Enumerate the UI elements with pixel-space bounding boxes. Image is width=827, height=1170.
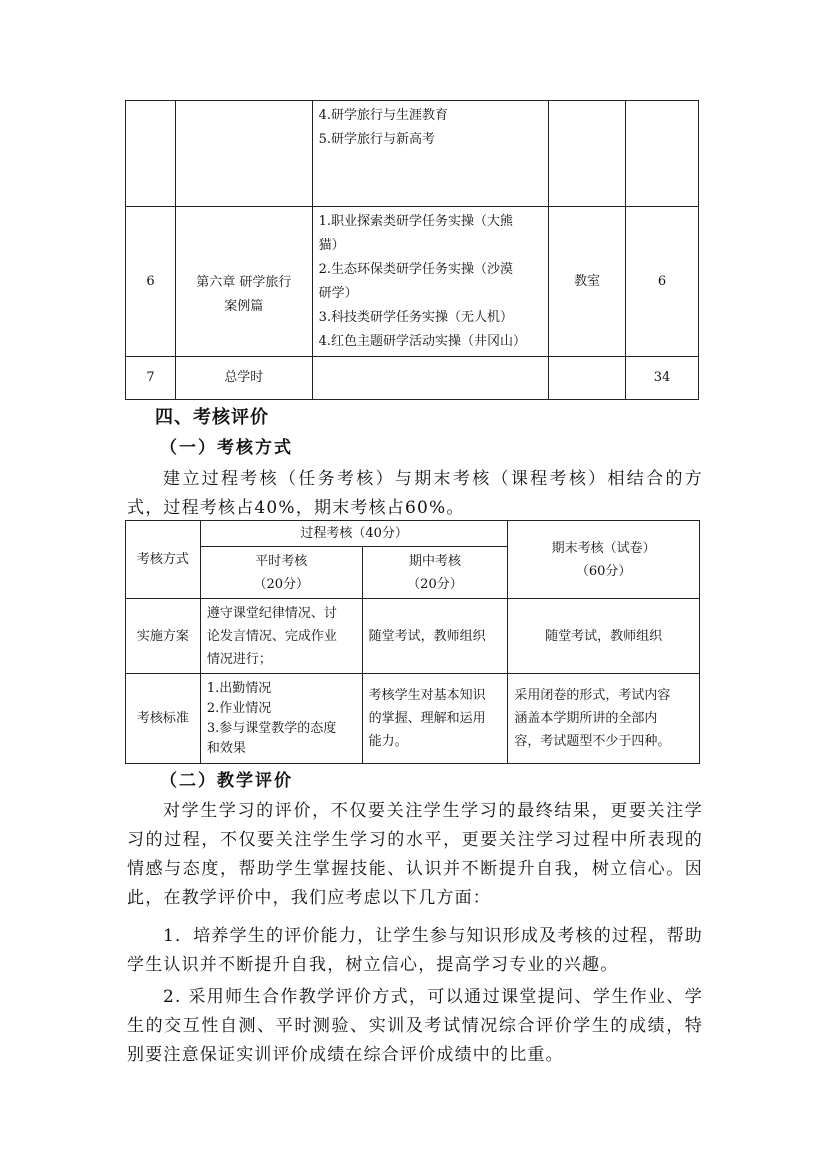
final-label: 期末考核（试卷） xyxy=(551,540,656,556)
mid-label: 期中考核 xyxy=(408,553,461,569)
place-cell: 教室 xyxy=(549,207,626,357)
plan-usual xyxy=(200,599,362,674)
hours-cell xyxy=(626,101,699,207)
content-line: 4.研学旅行与生涯教育 xyxy=(318,108,449,123)
paragraph: 1．培养学生的评价能力，让学生参与知识形成及考核的过程，帮助学生认识并不断提升自我，树立信心，提高学习专业的兴趣。 xyxy=(127,926,703,975)
row-number: 7 xyxy=(126,357,176,400)
plan-label: 实施方案 xyxy=(126,599,201,674)
final-header xyxy=(508,521,700,599)
cell-line: 1.出勤情况 xyxy=(206,680,272,696)
content-line: 5.研学旅行与新高考 xyxy=(318,132,436,147)
place-cell xyxy=(549,357,626,400)
cell-line: 的掌握、理解和运用 xyxy=(368,711,486,726)
usual-header xyxy=(200,547,362,599)
content-cell xyxy=(312,101,549,207)
process-label: 过程考核（40分） xyxy=(200,521,507,547)
cell-line: 2.作业情况 xyxy=(206,700,272,716)
content-line: 猫） xyxy=(318,237,345,253)
chapter-cell: 总学时 xyxy=(175,357,312,400)
chapter-cell xyxy=(175,101,312,207)
usual-label: 平时考核 xyxy=(255,553,308,569)
cell-line: 考核学生对基本知识 xyxy=(368,688,486,703)
table-row xyxy=(126,674,700,764)
row-number xyxy=(126,101,176,207)
std-usual xyxy=(200,674,362,764)
std-final xyxy=(508,674,700,764)
paragraph: 2. 采用师生合作教学评价方式，可以通过课堂提问、学生作业、学生的交互性自测、平时测验、实训及考试情况综合评价学生的成绩，特别要注意保证实训评价成绩在综合评价成绩中的比重。 xyxy=(127,987,703,1065)
paragraph: 对学生学习的评价，不仅要关注学生学习的最终结果，更要关注学习的过程，不仅要关注学生学习的水平，更要关注学习过程中所表现的情感与态度，帮助学生掌握技能、认识并不断提升自我，树立信心。因此，在教学评价中，我们应考虑以下几方面： xyxy=(127,801,703,908)
place-cell xyxy=(549,101,626,207)
std-label: 考核标准 xyxy=(126,674,201,764)
content-line: 研学） xyxy=(318,285,358,301)
cell-line: 3.参与课堂教学的态度 xyxy=(206,720,337,736)
mid-score: （20分） xyxy=(407,576,463,592)
table-row xyxy=(126,101,699,207)
final-score: （60分） xyxy=(575,563,632,579)
cell-line: 遵守课堂纪律情况、讨 xyxy=(206,605,337,621)
plan-mid: 随堂考试，教师组织 xyxy=(362,599,508,674)
chapter-line: 第六章 研学旅行 xyxy=(196,274,292,290)
chapter-cell xyxy=(175,207,312,357)
content-line: 3.科技类研学任务实操（无人机） xyxy=(318,309,514,325)
chapter-line: 案例篇 xyxy=(224,298,264,314)
plan-final: 随堂考试，教师组织 xyxy=(508,599,700,674)
cell-line: 涵盖本学期所讲的全部内 xyxy=(514,711,658,726)
table-row xyxy=(126,521,700,547)
content-line: 2.生态环保类研学任务实操（沙漠 xyxy=(318,261,514,277)
cell-line: 采用闭卷的形式，考试内容 xyxy=(514,688,671,703)
hours-cell: 34 xyxy=(626,357,699,400)
cell-line: 情况进行； xyxy=(206,651,272,667)
assessment-table xyxy=(125,520,700,764)
section-heading: 四、考核评价 xyxy=(155,407,269,428)
cell-line: 能力。 xyxy=(368,734,408,749)
std-mid xyxy=(362,674,508,764)
content-cell xyxy=(312,357,549,400)
method-label: 考核方式 xyxy=(126,521,201,599)
subsection-heading: （一）考核方式 xyxy=(160,438,293,458)
content-line: 1.职业探索类研学任务实操（大熊 xyxy=(318,213,514,229)
content-cell xyxy=(312,207,549,357)
cell-line: 和效果 xyxy=(206,740,246,756)
subsection-heading: （二）教学评价 xyxy=(160,771,293,791)
table-row xyxy=(126,207,699,357)
paragraph: 建立过程考核（任务考核）与期末考核（课程考核）相结合的方式，过程考核占40%，期末考核占60%。 xyxy=(127,469,703,518)
table-row xyxy=(126,599,700,674)
cell-line: 容，考试题型不少于四种。 xyxy=(514,734,671,749)
hours-cell: 6 xyxy=(626,207,699,357)
usual-score: （20分） xyxy=(253,576,309,592)
mid-header xyxy=(362,547,508,599)
content-line: 4.红色主题研学活动实操（井冈山） xyxy=(318,333,527,349)
table-row xyxy=(126,357,699,400)
cell-line: 论发言情况、完成作业 xyxy=(206,628,337,644)
row-number: 6 xyxy=(126,207,176,357)
schedule-table xyxy=(125,100,699,400)
